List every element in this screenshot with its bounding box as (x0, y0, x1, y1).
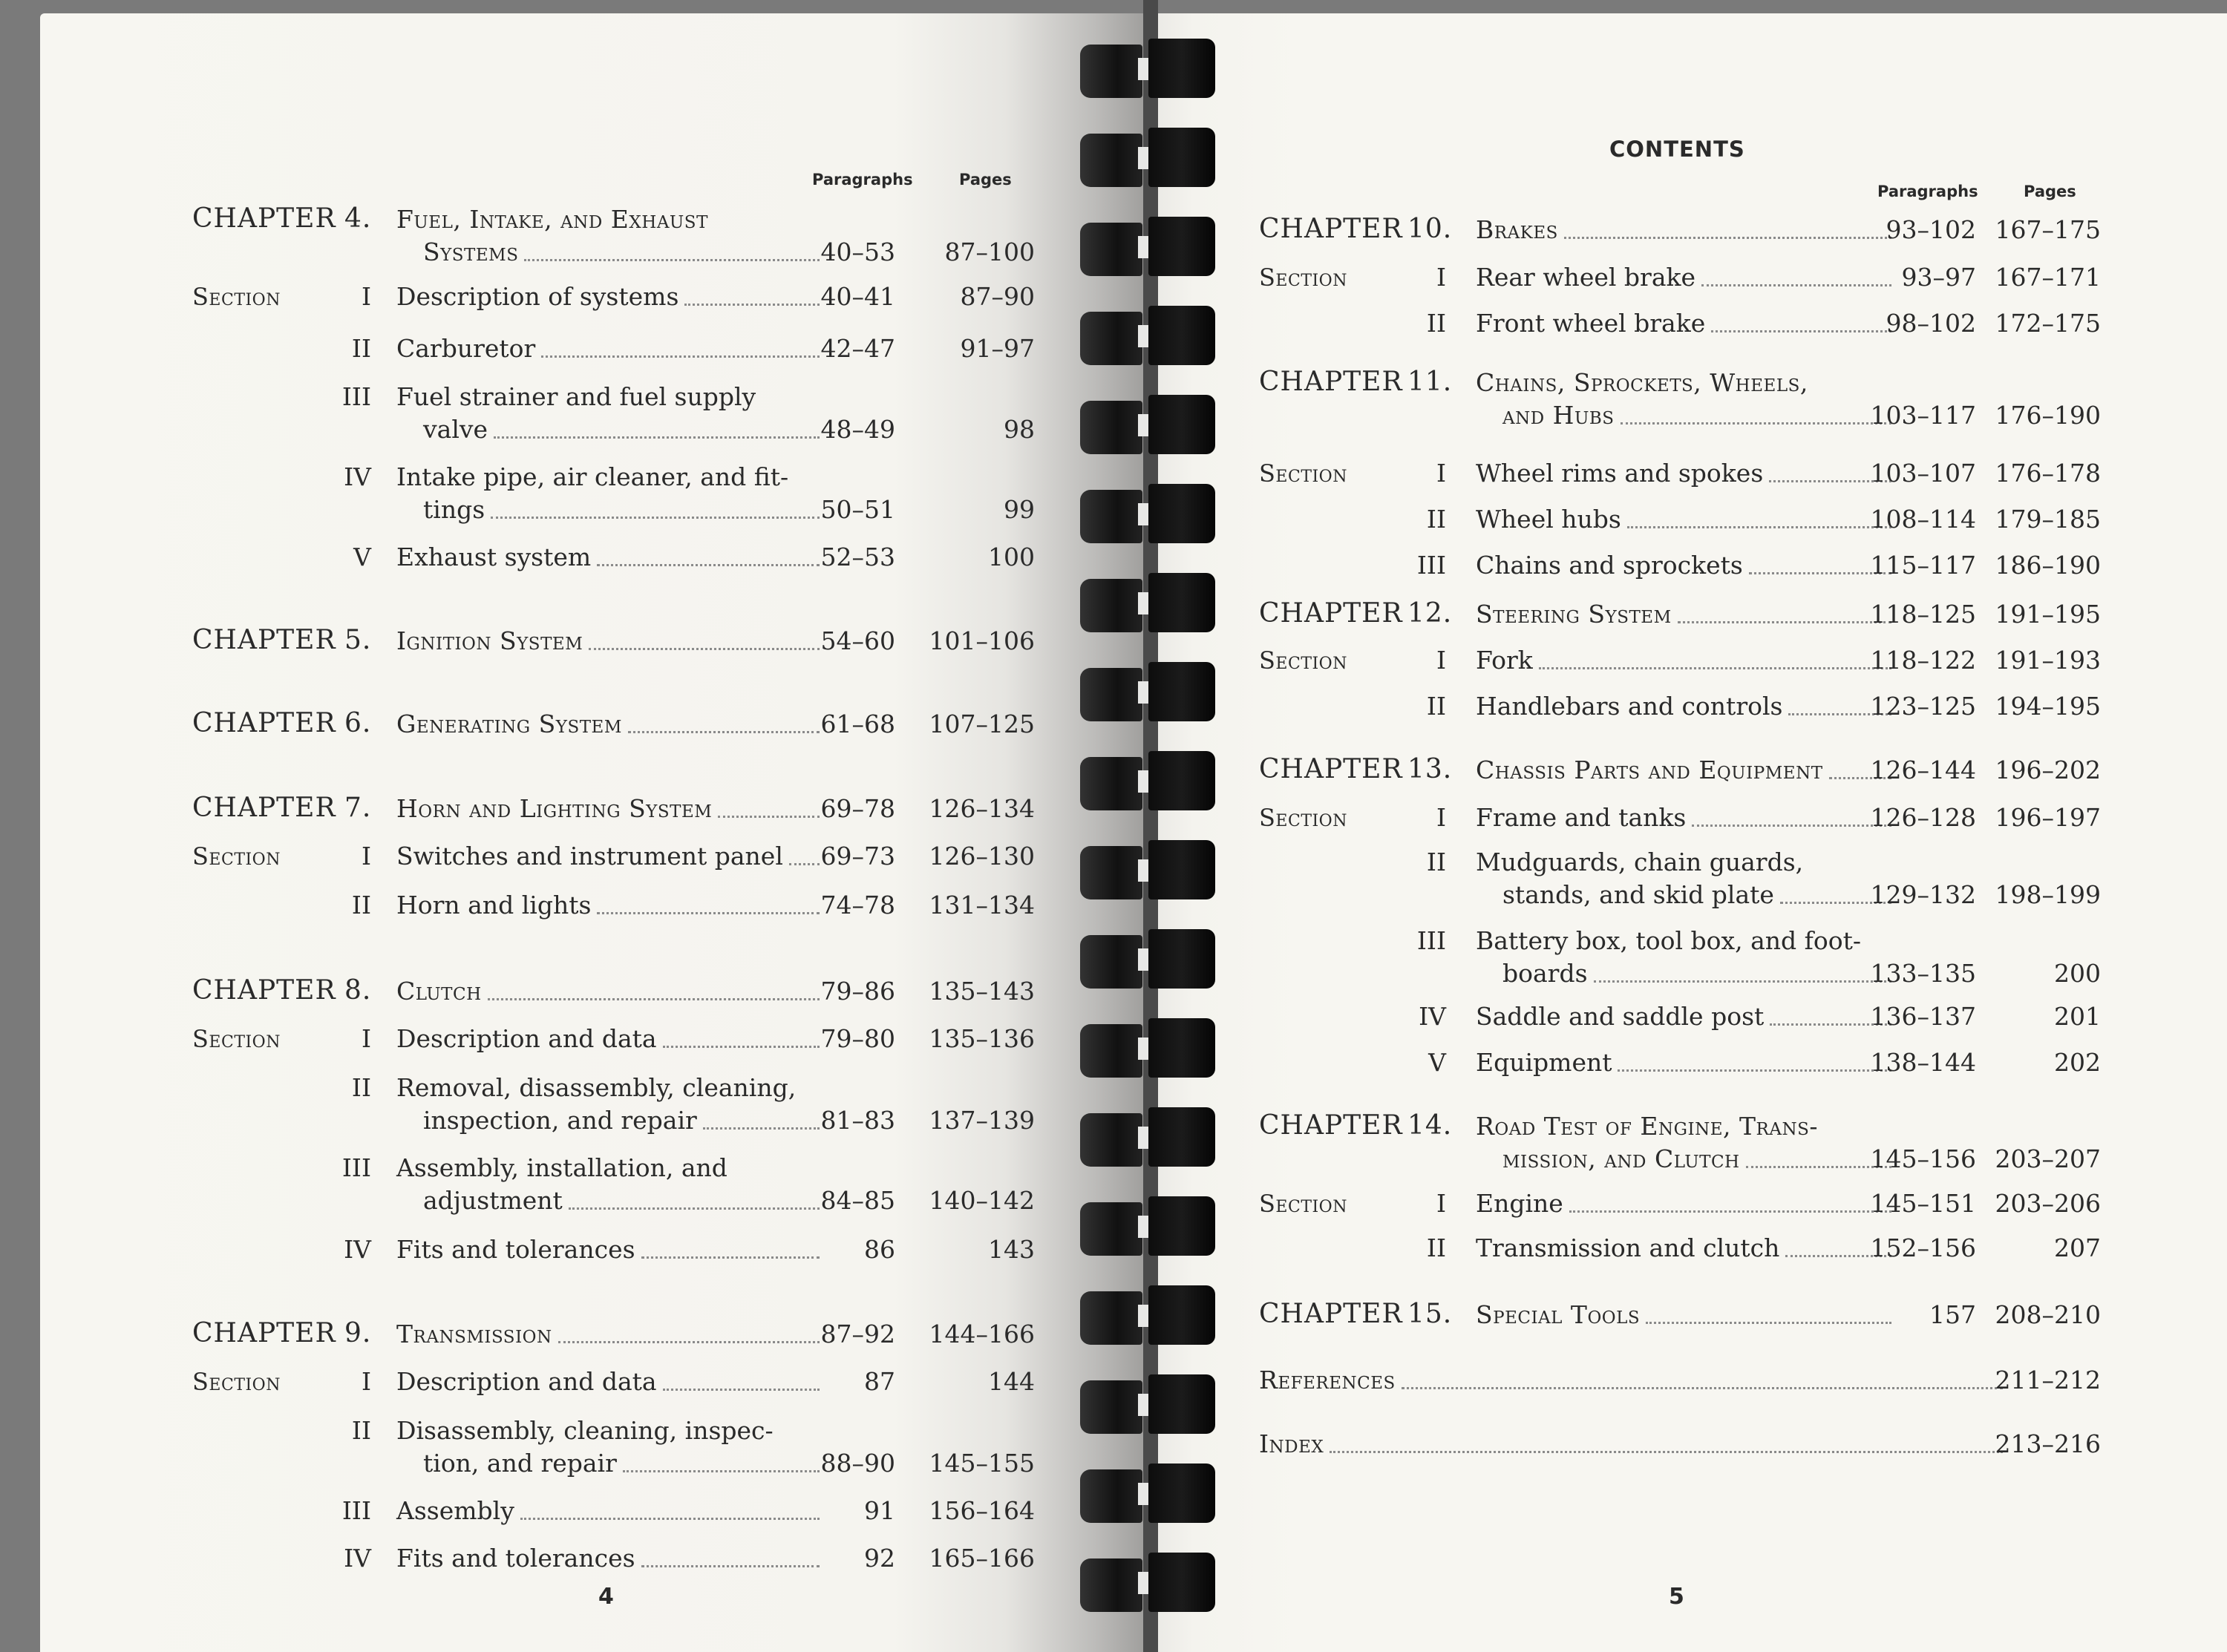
binding-ring (1080, 929, 1217, 990)
entry-title: Wheel hubs (1476, 505, 1621, 534)
pages-value: 196–202 (1995, 755, 2101, 784)
binding-ring (1080, 1018, 1217, 1079)
leader-dots (1402, 1386, 2003, 1389)
chapter-label: CHAPTER (1259, 367, 1403, 397)
entry-title: Fork (1476, 646, 1533, 675)
paragraphs-value: 126–128 (1870, 803, 1976, 832)
pages-value: 100 (988, 543, 1035, 571)
section-label: Section (1259, 1190, 1347, 1218)
section-numeral: I (1436, 263, 1446, 292)
section-numeral: III (341, 382, 371, 411)
entry-title: Clutch (396, 977, 482, 1006)
entry-title: Fuel, Intake, and Exhaust (396, 205, 708, 234)
paragraphs-value: 118–122 (1870, 646, 1976, 675)
binding-ring (1080, 128, 1217, 189)
paragraphs-column-header: Paragraphs (812, 171, 913, 189)
pages-value: 191–193 (1995, 646, 2101, 675)
section-numeral: V (1428, 1048, 1446, 1077)
section-label: Section (192, 1025, 281, 1053)
section-numeral: II (351, 334, 371, 363)
section-numeral: I (1436, 1189, 1446, 1218)
pages-column-header: Pages (2024, 183, 2076, 200)
paragraphs-value: 129–132 (1870, 880, 1976, 909)
pages-value: 135–143 (929, 977, 1035, 1006)
section-label: Section (1259, 804, 1347, 832)
pages-value: 191–195 (1995, 600, 2101, 629)
entry-title: Engine (1476, 1189, 1563, 1218)
binding-ring (1080, 395, 1217, 456)
section-numeral: II (1426, 309, 1446, 338)
chapter-label: CHAPTER (1259, 1299, 1403, 1329)
spiral-binding (1080, 30, 1221, 1652)
entry-title: Road Test of Engine, Trans- (1476, 1112, 1818, 1141)
chapter-number: 14. (1407, 1110, 1453, 1141)
entry-title: Index (1259, 1429, 1324, 1458)
leader-dots (1330, 1450, 2003, 1453)
pages-value: 194–195 (1995, 692, 2101, 721)
section-numeral: I (361, 1367, 371, 1396)
chapter-number: 5. (344, 625, 372, 655)
entry-title: Description and data (396, 1024, 657, 1053)
entry-title: Intake pipe, air cleaner, and fit- (396, 462, 789, 491)
entry-title-continued: boards (1502, 959, 1588, 988)
section-numeral: II (351, 1416, 371, 1445)
paragraphs-column-header: Paragraphs (1877, 183, 1978, 200)
entry-title: Saddle and saddle post (1476, 1002, 1765, 1031)
paragraphs-value: 87 (864, 1367, 895, 1396)
binding-ring (1080, 1107, 1217, 1168)
chapter-number: 12. (1407, 598, 1453, 629)
entry-title: Carburetor (396, 334, 536, 363)
pages-value: 165–166 (929, 1544, 1035, 1573)
entry-title: Brakes (1476, 215, 1558, 244)
pages-value: 107–125 (929, 709, 1035, 738)
entry-title: Chassis Parts and Equipment (1476, 755, 1823, 784)
binding-ring (1080, 573, 1217, 634)
paragraphs-value: 115–117 (1870, 551, 1976, 580)
pages-value: 145–155 (929, 1449, 1035, 1478)
entry-title: Transmission (396, 1320, 552, 1348)
page-number: 4 (598, 1584, 614, 1610)
paragraphs-value: 48–49 (820, 415, 895, 444)
section-numeral: II (1426, 692, 1446, 721)
section-numeral: IV (344, 462, 371, 491)
entry-title: Wheel rims and spokes (1476, 459, 1764, 488)
entry-title: Handlebars and controls (1476, 692, 1783, 721)
entry-title: Equipment (1476, 1048, 1612, 1077)
paragraphs-value: 54–60 (820, 626, 895, 655)
entry-title: Assembly, installation, and (396, 1153, 727, 1182)
entry-title-continued: valve (423, 415, 488, 444)
pages-value: 198–199 (1995, 880, 2101, 909)
chapter-number: 10. (1407, 214, 1453, 244)
chapter-number: 13. (1407, 754, 1453, 784)
pages-value: 156–164 (929, 1496, 1035, 1525)
entry-title: Mudguards, chain guards, (1476, 848, 1804, 876)
paragraphs-value: 157 (1929, 1300, 1976, 1329)
section-numeral: I (1436, 459, 1446, 488)
section-label: Section (1259, 459, 1347, 488)
pages-value: 99 (1004, 495, 1035, 524)
chapter-label: CHAPTER (192, 203, 336, 234)
chapter-label: CHAPTER (192, 975, 336, 1006)
paragraphs-value: 81–83 (820, 1106, 895, 1135)
entry-title-continued: and Hubs (1502, 401, 1615, 430)
paragraphs-value: 133–135 (1870, 959, 1976, 988)
contents-title: CONTENTS (1609, 137, 1745, 162)
entry-title: Rear wheel brake (1476, 263, 1696, 292)
binding-ring (1080, 484, 1217, 545)
paragraphs-value: 118–125 (1870, 600, 1976, 629)
paragraphs-value: 92 (864, 1544, 895, 1573)
binding-ring (1080, 662, 1217, 723)
pages-value: 207 (2054, 1233, 2101, 1262)
pages-value: 211–212 (1995, 1366, 2101, 1394)
paragraphs-value: 88–90 (820, 1449, 895, 1478)
entry-title: Horn and lights (396, 891, 592, 920)
entry-title: Frame and tanks (1476, 803, 1687, 832)
entry-title: Chains and sprockets (1476, 551, 1743, 580)
chapter-label: CHAPTER (192, 708, 336, 738)
entry-title: Description of systems (396, 282, 679, 311)
entry-title: Battery box, tool box, and foot- (1476, 926, 1861, 955)
pages-value: 126–130 (929, 842, 1035, 871)
section-numeral: III (341, 1153, 371, 1182)
chapter-number: 15. (1407, 1299, 1453, 1329)
entry-title: Front wheel brake (1476, 309, 1706, 338)
paragraphs-value: 126–144 (1870, 755, 1976, 784)
pages-value: 203–207 (1995, 1144, 2101, 1173)
entry-title: Description and data (396, 1367, 657, 1396)
pages-value: 131–134 (929, 891, 1035, 920)
paragraphs-value: 103–107 (1870, 459, 1976, 488)
pages-value: 172–175 (1995, 309, 2101, 338)
paragraphs-value: 40–53 (820, 237, 895, 266)
chapter-number: 9. (344, 1318, 372, 1348)
entry-title-continued: inspection, and repair (423, 1106, 697, 1135)
paragraphs-value: 42–47 (820, 334, 895, 363)
entry-title-continued: stands, and skid plate (1502, 880, 1774, 909)
entry-title-continued: tings (423, 495, 485, 524)
binding-ring (1080, 1553, 1217, 1613)
paragraphs-value: 69–73 (820, 842, 895, 871)
left-page (40, 13, 1146, 1652)
paragraphs-value: 123–125 (1870, 692, 1976, 721)
entry-title-continued: adjustment (423, 1186, 563, 1215)
paragraphs-value: 98–102 (1886, 309, 1976, 338)
binding-ring (1080, 1374, 1217, 1435)
section-numeral: V (353, 543, 371, 571)
entry-title: Horn and Lighting System (396, 794, 713, 823)
chapter-label: CHAPTER (1259, 214, 1403, 244)
paragraphs-value: 50–51 (820, 495, 895, 524)
binding-ring (1080, 1196, 1217, 1257)
section-numeral: II (1426, 848, 1446, 876)
entry-title-continued: tion, and repair (423, 1449, 617, 1478)
entry-title: Exhaust system (396, 543, 592, 571)
paragraphs-value: 79–80 (820, 1024, 895, 1053)
section-numeral: III (341, 1496, 371, 1525)
section-label: Section (192, 842, 281, 871)
chapter-label: CHAPTER (1259, 754, 1403, 784)
pages-value: 126–134 (929, 794, 1035, 823)
section-numeral: IV (344, 1235, 371, 1264)
entry-title: Special Tools (1476, 1300, 1641, 1329)
paragraphs-value: 69–78 (820, 794, 895, 823)
binding-ring (1080, 217, 1217, 278)
chapter-label: CHAPTER (192, 625, 336, 655)
paragraphs-value: 136–137 (1870, 1002, 1976, 1031)
section-numeral: II (351, 1073, 371, 1102)
paragraphs-value: 79–86 (820, 977, 895, 1006)
paragraphs-value: 61–68 (820, 709, 895, 738)
pages-value: 135–136 (929, 1024, 1035, 1053)
pages-value: 202 (2054, 1048, 2101, 1077)
pages-column-header: Pages (959, 171, 1012, 189)
entry-title-continued: Systems (423, 237, 519, 266)
chapter-label: CHAPTER (1259, 598, 1403, 629)
section-numeral: I (361, 1024, 371, 1053)
chapter-number: 7. (344, 793, 372, 823)
pages-value: 179–185 (1995, 505, 2101, 534)
chapter-number: 11. (1407, 367, 1453, 397)
paragraphs-value: 87–92 (820, 1320, 895, 1348)
pages-value: 200 (2054, 959, 2101, 988)
paragraphs-value: 108–114 (1870, 505, 1976, 534)
section-numeral: III (1416, 551, 1446, 580)
pages-value: 98 (1004, 415, 1035, 444)
pages-value: 201 (2054, 1002, 2101, 1031)
pages-value: 137–139 (929, 1106, 1035, 1135)
paragraphs-value: 145–151 (1870, 1189, 1976, 1218)
pages-value: 176–178 (1995, 459, 2101, 488)
section-numeral: III (1416, 926, 1446, 955)
paragraphs-value: 152–156 (1870, 1233, 1976, 1262)
section-numeral: IV (1419, 1002, 1446, 1031)
pages-value: 203–206 (1995, 1189, 2101, 1218)
chapter-label: CHAPTER (192, 793, 336, 823)
chapter-label: CHAPTER (192, 1318, 336, 1348)
right-page (1149, 13, 2227, 1652)
entry-title: Fits and tolerances (396, 1235, 635, 1264)
section-numeral: II (1426, 505, 1446, 534)
pages-value: 87–100 (944, 237, 1035, 266)
pages-value: 143 (988, 1235, 1035, 1264)
binding-ring (1080, 306, 1217, 367)
pages-value: 176–190 (1995, 401, 2101, 430)
section-label: Section (192, 1368, 281, 1396)
chapter-label: CHAPTER (1259, 1110, 1403, 1141)
entry-title: Transmission and clutch (1476, 1233, 1780, 1262)
section-label: Section (192, 283, 281, 311)
pages-value: 91–97 (960, 334, 1035, 363)
paragraphs-value: 93–102 (1886, 215, 1976, 244)
chapter-number: 6. (344, 708, 372, 738)
paragraphs-value: 145–156 (1870, 1144, 1976, 1173)
pages-value: 87–90 (960, 282, 1035, 311)
entry-title: References (1259, 1366, 1396, 1394)
pages-value: 186–190 (1995, 551, 2101, 580)
binding-ring (1080, 840, 1217, 901)
pages-value: 167–175 (1995, 215, 2101, 244)
section-numeral: IV (344, 1544, 371, 1573)
binding-ring (1080, 1463, 1217, 1524)
entry-title: Steering System (1476, 600, 1672, 629)
page-number: 5 (1669, 1584, 1684, 1610)
paragraphs-value: 52–53 (820, 543, 895, 571)
pages-value: 208–210 (1995, 1300, 2101, 1329)
entry-title: Removal, disassembly, cleaning, (396, 1073, 797, 1102)
chapter-number: 4. (344, 203, 372, 234)
paragraphs-value: 74–78 (820, 891, 895, 920)
paragraphs-value: 91 (864, 1496, 895, 1525)
paragraphs-value: 138–144 (1870, 1048, 1976, 1077)
entry-title: Fits and tolerances (396, 1544, 635, 1573)
entry-title: Assembly (396, 1496, 514, 1525)
binding-ring (1080, 751, 1217, 812)
entry-title: Disassembly, cleaning, inspec- (396, 1416, 774, 1445)
paragraphs-value: 86 (864, 1235, 895, 1264)
section-label: Section (1259, 263, 1347, 292)
entry-title-continued: mission, and Clutch (1502, 1144, 1740, 1173)
section-numeral: I (1436, 803, 1446, 832)
entry-title: Ignition System (396, 626, 583, 655)
binding-ring (1080, 1285, 1217, 1346)
pages-value: 144 (988, 1367, 1035, 1396)
pages-value: 213–216 (1995, 1429, 2101, 1458)
pages-value: 140–142 (929, 1186, 1035, 1215)
binding-ring (1080, 39, 1217, 99)
entry-title: Fuel strainer and fuel supply (396, 382, 756, 411)
pages-value: 144–166 (929, 1320, 1035, 1348)
leader-dots (1539, 666, 1891, 669)
entry-title: Generating System (396, 709, 622, 738)
paragraphs-value: 84–85 (820, 1186, 895, 1215)
section-numeral: I (361, 282, 371, 311)
section-numeral: II (1426, 1233, 1446, 1262)
section-numeral: II (351, 891, 371, 920)
pages-value: 196–197 (1995, 803, 2101, 832)
paragraphs-value: 40–41 (820, 282, 895, 311)
entry-title: Chains, Sprockets, Wheels, (1476, 368, 1808, 397)
paragraphs-value: 103–117 (1870, 401, 1976, 430)
pages-value: 167–171 (1995, 263, 2101, 292)
chapter-number: 8. (344, 975, 372, 1006)
entry-title: Switches and instrument panel (396, 842, 783, 871)
section-numeral: I (1436, 646, 1446, 675)
pages-value: 101–106 (929, 626, 1035, 655)
section-numeral: I (361, 842, 371, 871)
section-label: Section (1259, 646, 1347, 675)
paragraphs-value: 93–97 (1901, 263, 1976, 292)
